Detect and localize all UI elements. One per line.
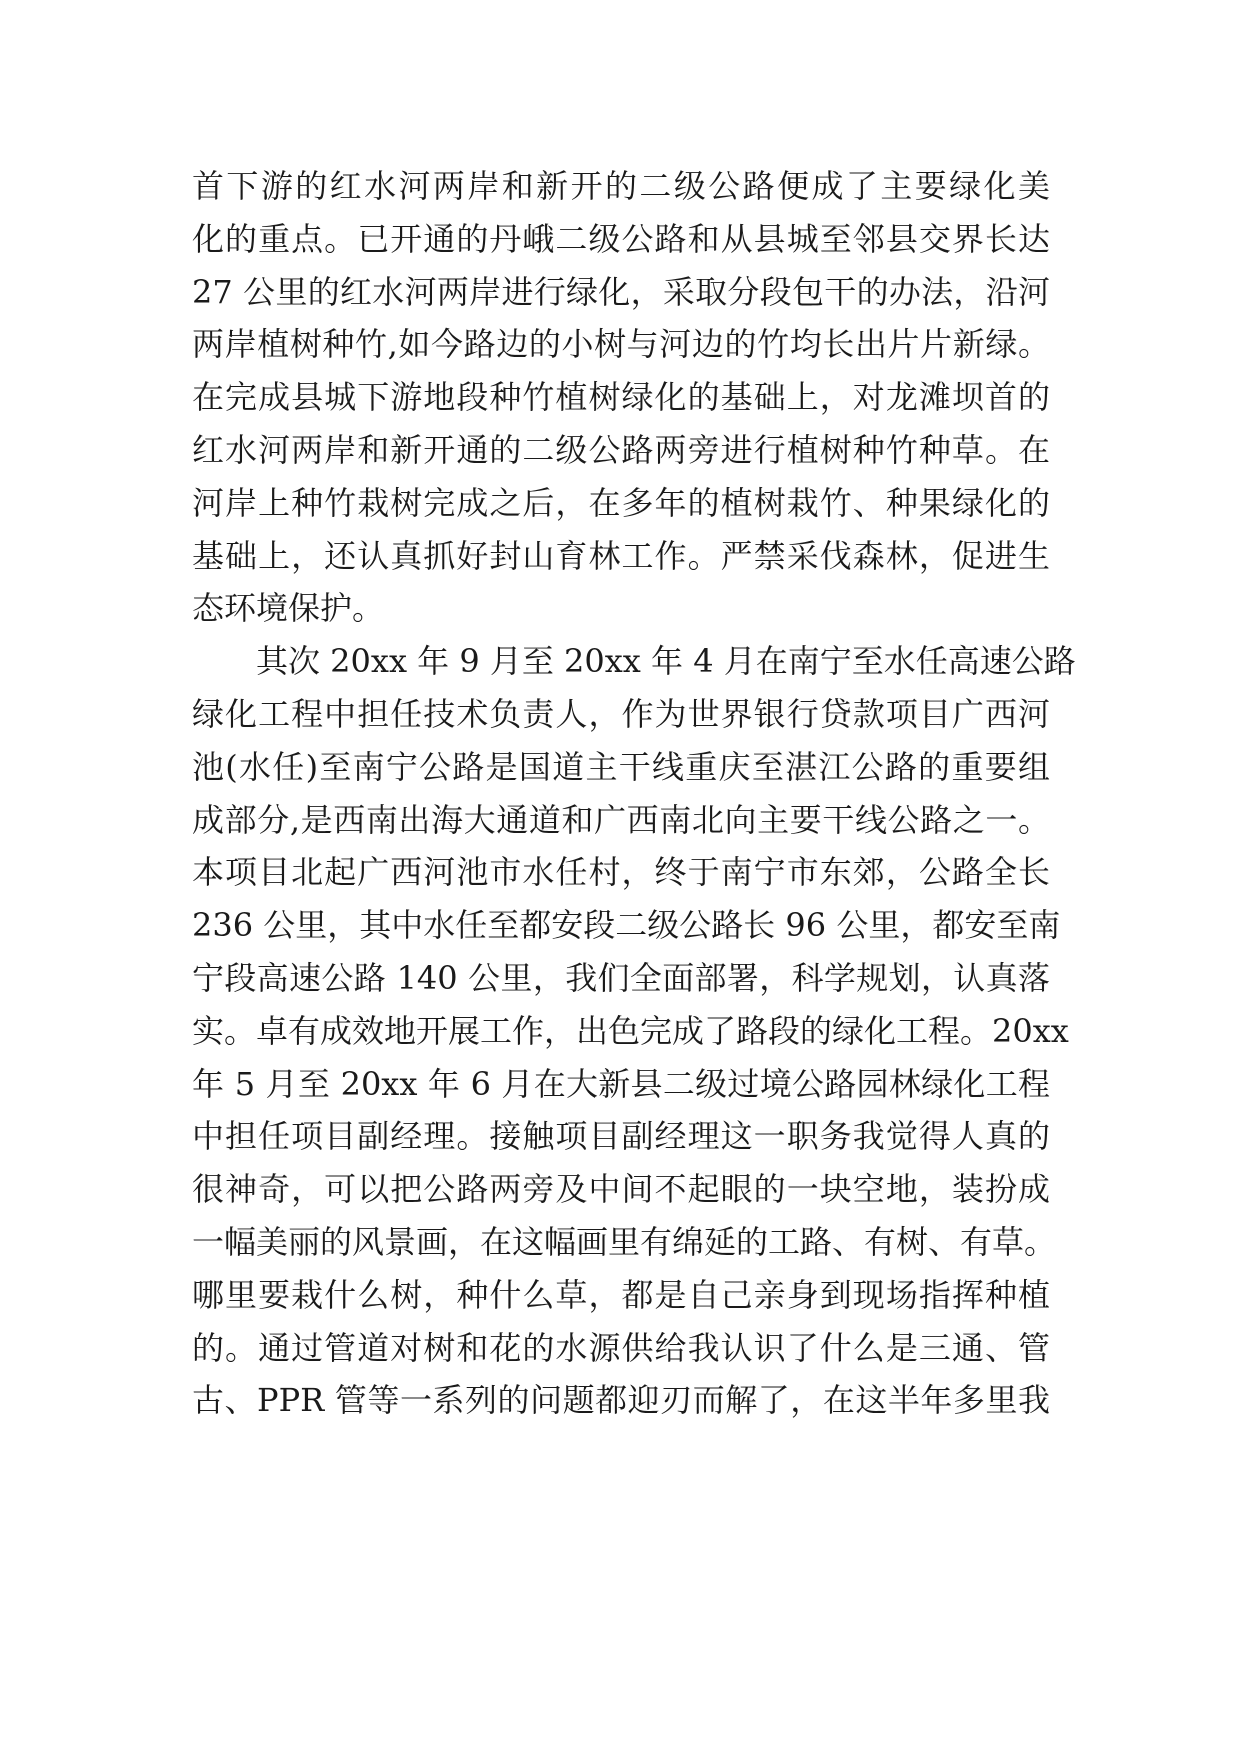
text-line: 首下游的红水河两岸和新开的二级公路便成了主要绿化美 [192,167,1050,205]
text-line: 中担任项目副经理。接触项目副经理这一职务我觉得人真的 [192,1117,1050,1156]
text-line: 哪里要栽什么树，种什么草，都是自己亲身到现场指挥种植 [192,1275,1050,1314]
text-line: 基础上，还认真抓好封山育林工作。严禁采伐森林，促进生 [192,536,1050,575]
text-line: 本项目北起广西河池市水任村，终于南宁市东郊，公路全长 [192,853,1050,892]
text-line: 成部分,是西南出海大通道和广西南北向主要干线公路之一。 [192,800,1050,839]
text-line: 的。通过管道对树和花的水源供给我认识了什么是三通、管 [192,1328,1050,1367]
text-line: 红水河两岸和新开通的二级公路两旁进行植树种竹种草。在 [192,430,1050,469]
text-line: 一幅美丽的风景画，在这幅画里有绵延的工路、有树、有草。 [192,1222,1057,1261]
paragraph-start-line: 其次 20xx 年 9 月至 20xx 年 4 月在南宁至水任高速公路 [256,642,1076,681]
text-line: 很神奇，可以把公路两旁及中间不起眼的一块空地，装扮成 [192,1170,1050,1209]
text-line: 化的重点。已开通的丹峨二级公路和从县城至邻县交界长达 [192,219,1050,258]
text-line: 河岸上种竹栽树完成之后，在多年的植树栽竹、种果绿化的 [192,483,1050,522]
text-line: 池(水任)至南宁公路是国道主干线重庆至湛江公路的重要组 [192,747,1050,786]
text-line: 在完成县城下游地段种竹植树绿化的基础上，对龙滩坝首的 [192,378,1050,417]
text-line: 两岸植树种竹,如今路边的小树与河边的竹均长出片片新绿。 [192,325,1050,364]
text-line: 236 公里，其中水任至都安段二级公路长 96 公里，都安至南 [192,906,1061,945]
text-line: 27 公里的红水河两岸进行绿化，采取分段包干的办法，沿河 [192,272,1050,311]
text-line: 古、PPR 管等一系列的问题都迎刃而解了，在这半年多里我 [192,1381,1050,1420]
paragraph-end-line: 态环境保护。 [192,589,385,628]
text-line: 实。卓有成效地开展工作，出色完成了路段的绿化工程。20xx [192,1011,1069,1050]
text-line: 年 5 月至 20xx 年 6 月在大新县二级过境公路园林绿化工程 [192,1064,1050,1103]
text-line: 绿化工程中担任技术负责人，作为世界银行贷款项目广西河 [192,694,1050,733]
text-line: 宁段高速公路 140 公里，我们全面部署，科学规划，认真落 [192,958,1050,997]
body-text [192,160,1076,1427]
